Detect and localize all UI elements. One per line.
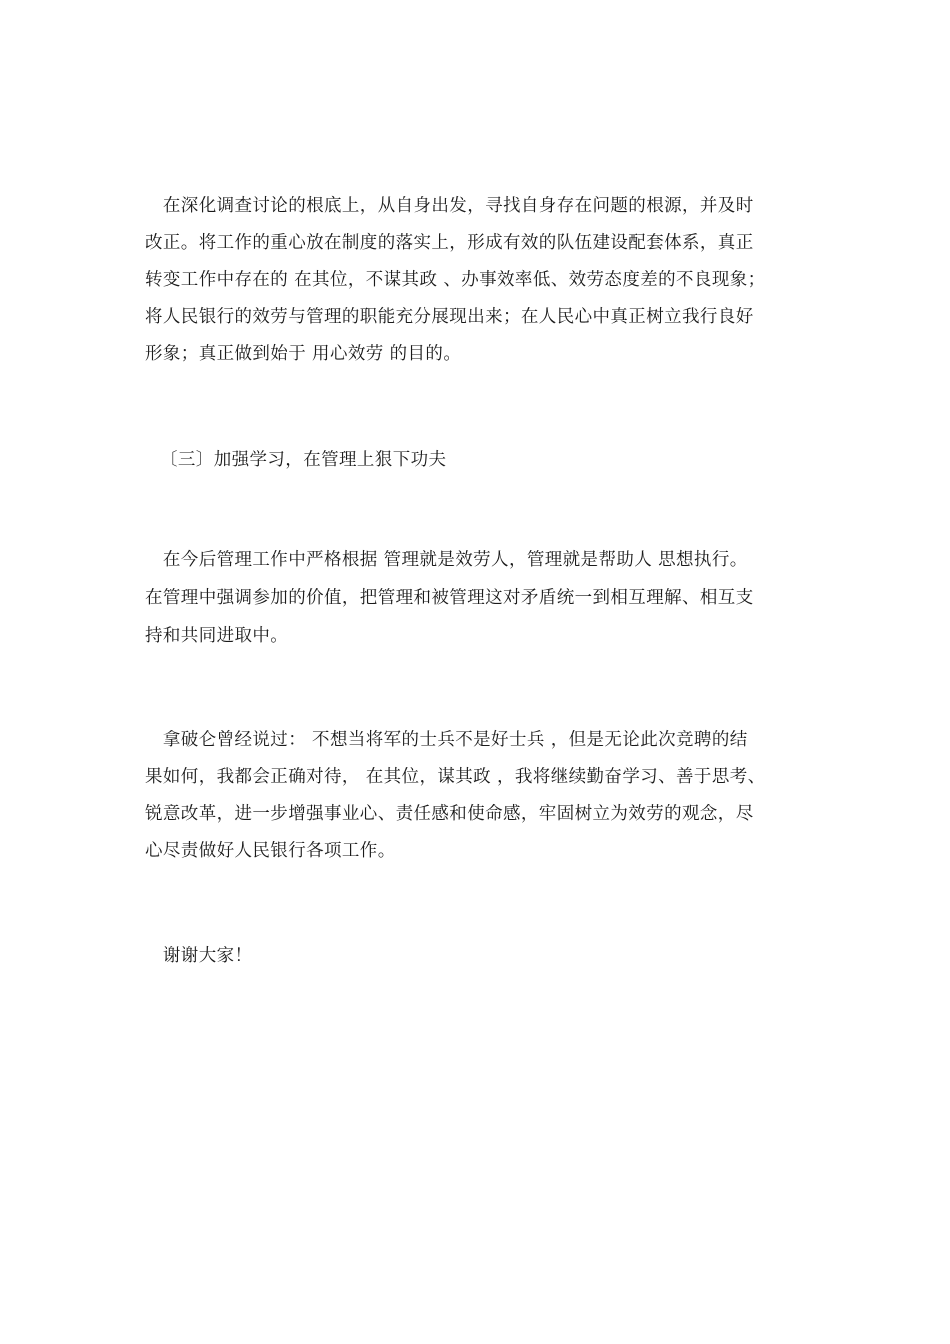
closing-thanks: 谢谢大家！ xyxy=(145,946,253,966)
text-line: 在管理中强调参加的价值，把管理和被管理这对矛盾统一到相互理解、相互支 xyxy=(145,588,754,608)
text-line: 形象；真正做到始于 用心效劳 的目的。 xyxy=(145,344,462,364)
text-line: 持和共同进取中。 xyxy=(145,626,289,646)
text-line: 在今后管理工作中严格根据 管理就是效劳人，管理就是帮助人 思想执行。 xyxy=(145,550,748,570)
text-line: 改正。将工作的重心放在制度的落实上，形成有效的队伍建设配套体系，真正 xyxy=(145,233,754,253)
text-line: 拿破仑曾经说过： 不想当将军的士兵不是好士兵 ，但是无论此次竞聘的结 xyxy=(145,730,748,750)
section-heading: 〔三〕加强学习，在管理上狠下功夫 xyxy=(160,450,447,470)
text-line: 转变工作中存在的 在其位，不谋其政 、办事效率低、效劳态度差的不良现象； xyxy=(145,270,766,290)
text-line: 将人民银行的效劳与管理的职能充分展现出来；在人民心中真正树立我行良好 xyxy=(145,307,754,327)
text-line: 心尽责做好人民银行各项工作。 xyxy=(145,841,396,861)
text-line: 在深化调查讨论的根底上，从自身出发，寻找自身存在问题的根源，并及时 xyxy=(145,196,754,216)
text-line: 锐意改革，进一步增强事业心、责任感和使命感，牢固树立为效劳的观念，尽 xyxy=(145,804,754,824)
text-line: 果如何，我都会正确对待， 在其位，谋其政 ，我将继续勤奋学习、善于思考、 xyxy=(145,767,766,787)
